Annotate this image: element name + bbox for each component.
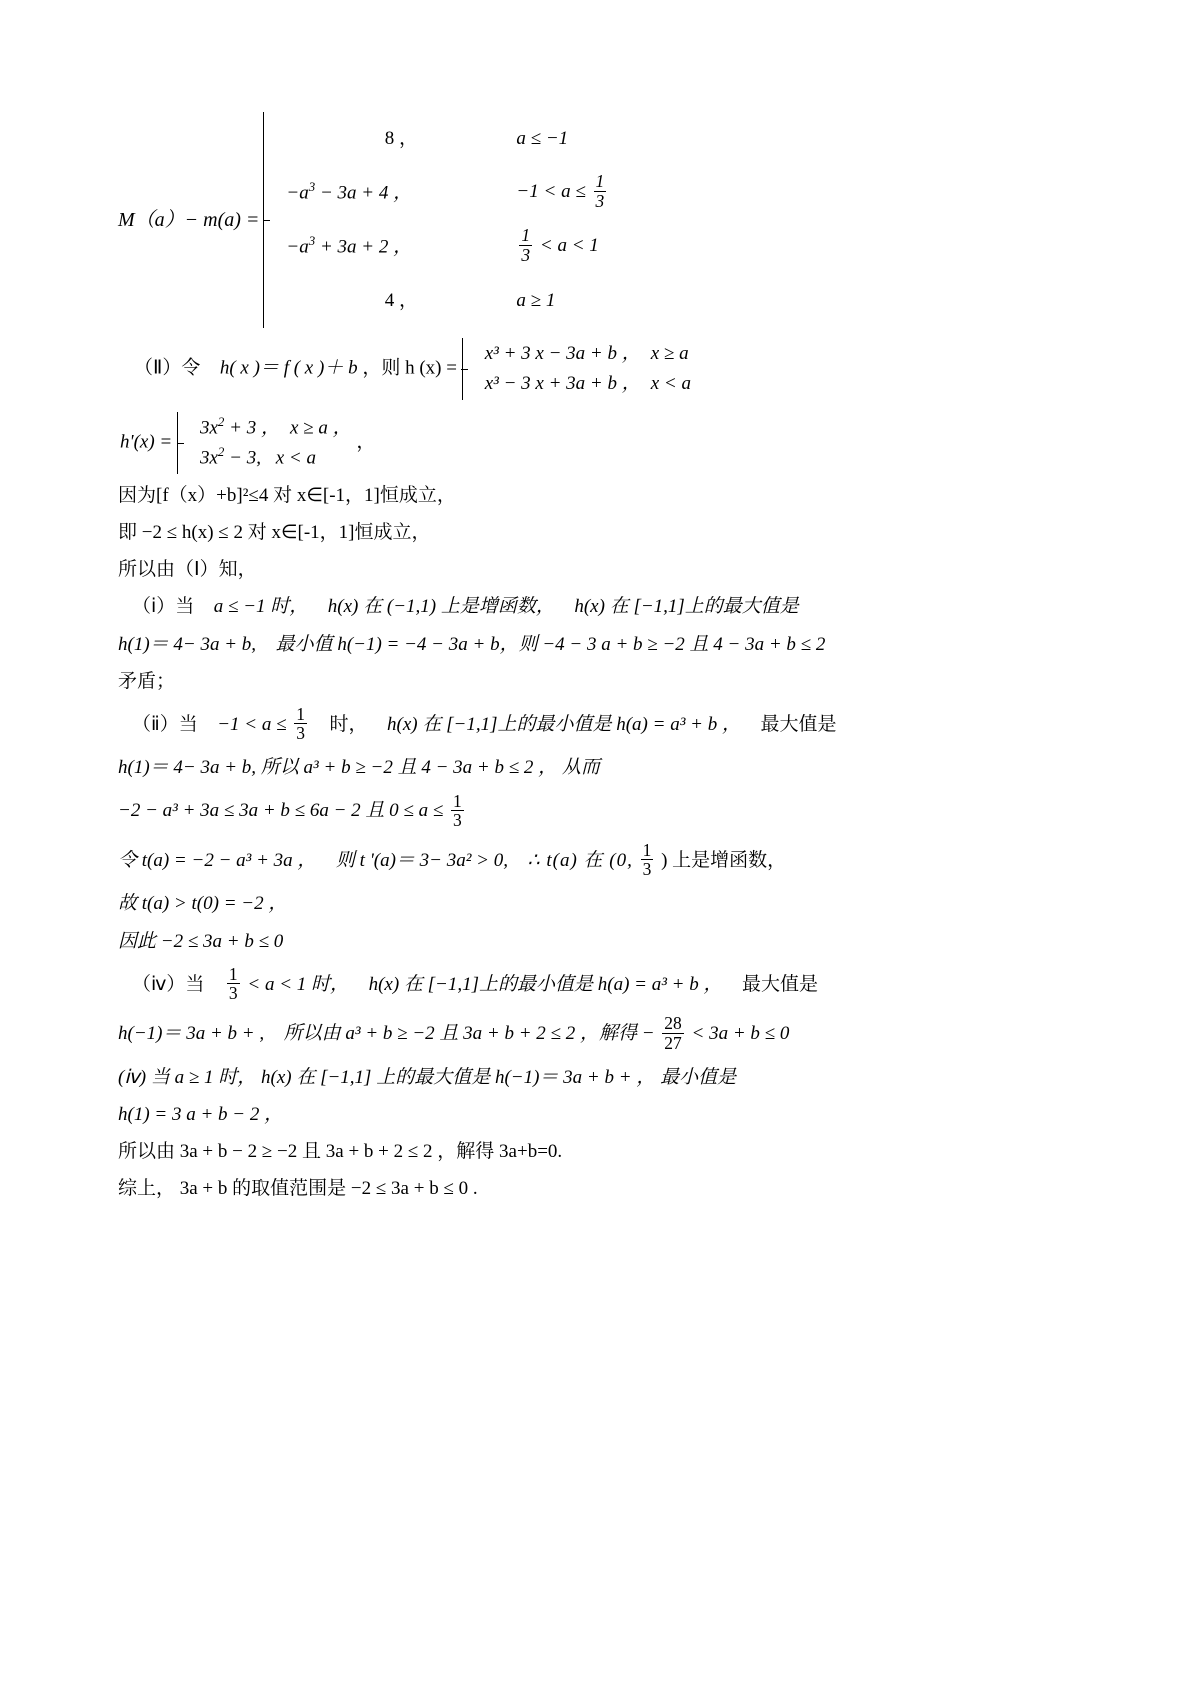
fraction-denominator: 3 xyxy=(595,190,605,211)
piecewise-brace-group xyxy=(263,112,609,328)
fraction xyxy=(294,705,307,743)
case-i-max-value: h(1)＝ 4− 3a + b, xyxy=(118,633,257,655)
case-row xyxy=(286,112,609,166)
case-expr: 8 ， xyxy=(384,127,419,149)
left-brace-icon xyxy=(177,412,194,474)
case-i-min-value: 最小值 h(−1) = −4 − 3a + b，则 −4 − 3 a + b ≥ −2 且 4 − 3a + b ≤ 2 xyxy=(275,633,826,655)
line-part-II xyxy=(118,338,998,400)
case-iv-2-line-2 xyxy=(118,1097,998,1132)
case-ii-max-label: 最大值是 xyxy=(760,713,837,735)
case-ii-cond-a: −1 < a ≤ xyxy=(217,713,287,735)
case-iv-1-line-2 xyxy=(118,1010,998,1058)
fraction-numerator: 1 xyxy=(228,963,238,984)
piecewise-brace-group-hprime xyxy=(177,412,352,474)
case-row xyxy=(485,339,691,369)
case-ii-t-derivative: 则 t '(a)＝ 3− 3a² > 0, xyxy=(335,849,509,871)
case-iv-2-line-1 xyxy=(118,1060,998,1095)
case-iv-1-max-label: 最大值是 xyxy=(742,973,819,995)
fraction-denominator: 3 xyxy=(642,859,652,880)
h-prime-lhs: h'(x) = xyxy=(120,431,173,453)
fraction-numerator: 1 xyxy=(453,790,462,811)
left-brace-icon xyxy=(263,112,280,328)
case-iv-1-condition: < a < 1 时， xyxy=(247,973,350,995)
equation-piecewise-M-minus-m xyxy=(118,112,998,328)
case-iv-1-max-value: h(−1)＝ 3a + b + , xyxy=(118,1023,265,1045)
case-ii-line-5 xyxy=(118,886,998,921)
case-iv-2-min-value: h(1) = 3 a + b − 2 ， xyxy=(118,1103,284,1125)
case-ii-line-4 xyxy=(118,837,998,885)
fraction-denominator: 3 xyxy=(453,809,462,830)
document-content xyxy=(118,112,998,1208)
case-i-label: （ⅰ）当 xyxy=(132,596,195,618)
case-i-text-3: h(x) 在 [−1,1]上的最大值是 xyxy=(574,596,799,618)
case-ii-min-statement: h(x) 在 [−1,1]上的最小值是 h(a) = a³ + b ， xyxy=(387,713,741,735)
fraction xyxy=(641,841,654,879)
case-iv-1-label: （ⅳ）当 xyxy=(132,973,205,995)
case-cond: a ≤ −1 xyxy=(516,127,569,149)
equation-lhs: M（a）− m(a) = xyxy=(118,209,260,231)
case-ii-label: （ⅱ）当 xyxy=(132,713,198,735)
case-ii-t-monotone: ∴ t(a) 在 (0, xyxy=(527,849,633,871)
case-row: $-a^3 + 3a + 2$ ， $\frac{1}{3}$ < a < 1 xyxy=(286,225,599,265)
fraction-denominator: 3 xyxy=(521,244,531,265)
part-II-mid: ，则 h (x) = xyxy=(362,357,457,379)
fraction xyxy=(451,792,464,830)
case-ii-line-2 xyxy=(118,750,998,785)
case-iv-1-line-1 xyxy=(118,961,998,1009)
piecewise-brace-group-h xyxy=(462,338,691,400)
case-i-line-2 xyxy=(118,627,998,662)
case-ii-t-monotone-tail: ) 上是增函数， xyxy=(661,849,787,871)
case-ii-t-definition: 令 t(a) = −2 − a³ + 3a ， xyxy=(118,849,317,871)
case-expr: x³ + 3 x − 3a + b ， xyxy=(484,342,641,364)
part-II-prefix: （Ⅱ）令 xyxy=(134,357,201,379)
case-i-line-1 xyxy=(118,589,998,624)
case-ii-derivation: h(1)＝ 4− 3a + b, 所以 a³ + b ≥ −2 且 4 − 3a + b ≤ 2 ， 从而 xyxy=(118,757,600,779)
case-cond: x < a xyxy=(650,372,691,394)
part-II-function: h( x )＝ f ( x )＋ b xyxy=(219,357,358,379)
case-iv-1-result: < 3a + b ≤ 0 xyxy=(691,1023,790,1045)
fraction-denominator: 27 xyxy=(664,1032,682,1053)
case-expr: x³ − 3 x + 3a + b ， xyxy=(484,372,641,394)
case-ii-inequality: −2 − a³ + 3a ≤ 3a + b ≤ 6a − 2 且 0 ≤ a ≤ xyxy=(118,800,444,822)
case-row: $3x^2 + 3$ ， x ≥ a ， xyxy=(199,414,352,439)
case-row: $3x^2 - 3$, x < a xyxy=(199,444,316,469)
fraction-denominator: 3 xyxy=(296,723,306,744)
fraction-numerator: 1 xyxy=(642,840,652,861)
fraction xyxy=(594,172,607,210)
fraction xyxy=(519,226,532,264)
case-ii-line-6 xyxy=(118,924,998,959)
case-ii-t-bound: 故 t(a) > t(0) = −2 ， xyxy=(118,893,288,915)
fraction xyxy=(662,1014,683,1052)
case-ii-line-1 xyxy=(118,701,998,749)
statement-line: 即 −2 ≤ h(x) ≤ 2 对 x∈[-1，1]恒成立， xyxy=(118,522,431,544)
fraction xyxy=(227,965,240,1003)
h-prime-tail: ， xyxy=(356,431,376,453)
conclusion-line: 综上， 3a + b 的取值范围是 −2 ≤ 3a + b ≤ 0 . xyxy=(118,1178,478,1200)
case-i-line-3: 矛盾； xyxy=(118,670,176,692)
case-row: $-a^3 - 3a + 4$ ， −1 < a ≤ $\frac{1}{3}$ xyxy=(286,171,605,211)
case-row xyxy=(485,369,691,399)
case-iv-1-derivation: 所以由 a³ + b ≥ −2 且 3a + b + 2 ≤ 2 ，解得 − xyxy=(283,1023,655,1045)
case-i-text-2: h(x) 在 (−1,1) 上是增函数， xyxy=(327,596,555,618)
fraction-numerator: 1 xyxy=(296,703,306,724)
fraction-numerator: 1 xyxy=(595,171,605,192)
statement-line: 因为[f（x）+b]²≤4 对 x∈[-1，1]恒成立， xyxy=(118,485,456,506)
case-ii-line-3 xyxy=(118,787,998,835)
fraction-numerator: 1 xyxy=(521,225,531,246)
conclusion-line: 所以由 3a + b − 2 ≥ −2 且 3a + b + 2 ≤ 2 ，解得 3a+b=0. xyxy=(118,1141,563,1163)
statement-line: 所以由（Ⅰ）知， xyxy=(118,559,257,581)
fraction-denominator: 3 xyxy=(228,983,238,1004)
case-expr: 4 ， xyxy=(384,289,419,311)
case-cond: a ≥ 1 xyxy=(516,289,556,311)
case-ii-result: 因此 −2 ≤ 3a + b ≤ 0 xyxy=(118,930,284,952)
case-row xyxy=(286,274,609,328)
case-ii-cond-b: 时， xyxy=(329,713,368,735)
case-cond: x ≥ a xyxy=(650,342,689,364)
case-iv-1-min-statement: h(x) 在 [−1,1]上的最小值是 h(a) = a³ + b ， xyxy=(368,973,723,995)
case-iv-2-statement: (ⅳ) 当 a ≥ 1 时， h(x) 在 [−1,1] 上的最大值是 h(−1)＝ 3a + b + ， 最小值是 xyxy=(118,1066,737,1088)
case-i-condition: a ≤ −1 时， xyxy=(213,596,309,618)
left-brace-icon xyxy=(462,338,479,400)
fraction-numerator: 28 xyxy=(664,1013,682,1034)
line-h-prime xyxy=(118,412,998,474)
